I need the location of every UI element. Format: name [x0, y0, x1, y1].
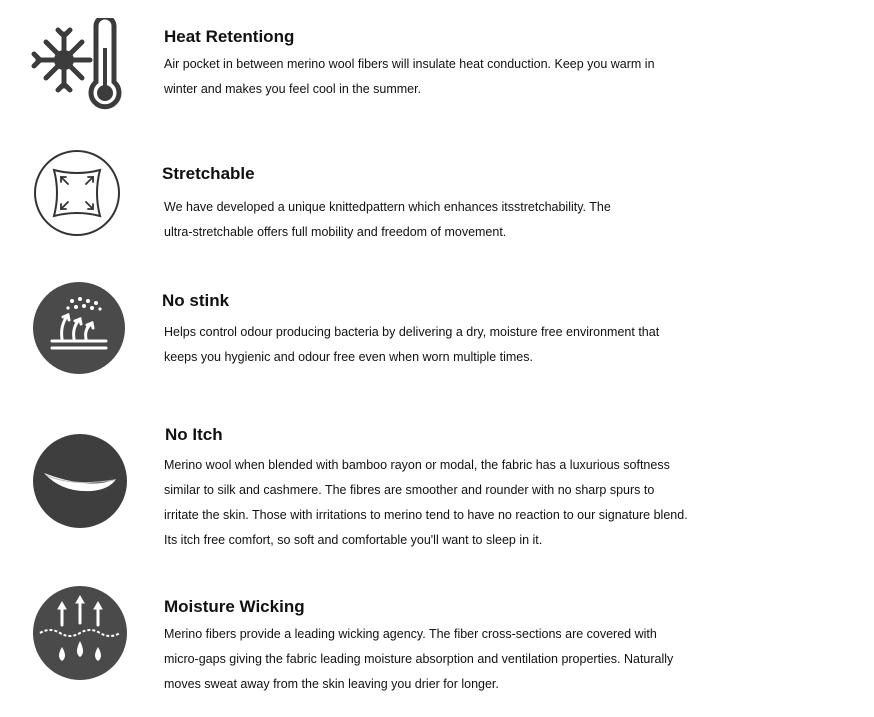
description-line: Merino fibers provide a leading wicking agency. The fiber cross-sections are covered with — [164, 627, 657, 641]
description-line: micro-gaps giving the fabric leading moisture absorption and ventilation properties. Naturally — [164, 652, 674, 666]
description-line: Merino wool when blended with bamboo rayon or modal, the fabric has a luxurious softness — [164, 458, 670, 472]
feature-description — [164, 52, 764, 102]
description-line: similar to silk and cashmere. The fibres are smoother and rounder with no sharp spurs to — [164, 483, 655, 497]
description-line: keeps you hygienic and odour free even when worn multiple times. — [164, 350, 533, 364]
description-line: Air pocket in between merino wool fibers will insulate heat conduction. Keep you warm in — [164, 57, 655, 71]
feature-description — [164, 622, 764, 697]
feature-description — [164, 453, 764, 553]
feature-title: Moisture Wicking — [164, 597, 305, 616]
description-line: moves sweat away from the skin leaving you drier for longer. — [164, 677, 499, 691]
description-line: irritate the skin. Those with irritations to merino tend to have no reaction to our signature blend. — [164, 508, 688, 522]
feature-title: Heat Retentiong — [164, 27, 295, 46]
feature-description — [164, 320, 764, 370]
description-line: We have developed a unique knittedpattern which enhances itsstretchability. The — [164, 200, 611, 214]
stretch-arrows-icon — [32, 148, 122, 238]
feature-title: No Itch — [165, 425, 223, 444]
description-line: Its itch free comfort, so soft and comfortable you'll want to sleep in it. — [164, 533, 543, 547]
feather-icon — [32, 433, 128, 529]
feature-title: Stretchable — [162, 164, 255, 183]
snowflake-thermometer-icon — [30, 18, 122, 114]
anti-odour-fabric-icon — [32, 281, 126, 375]
description-line: Helps control odour producing bacteria by delivering a dry, moisture free environment that — [164, 325, 660, 339]
moisture-wicking-icon — [32, 585, 128, 681]
feature-title: No stink — [162, 291, 230, 310]
description-line: ultra-stretchable offers full mobility and freedom of movement. — [164, 225, 507, 239]
description-line: winter and makes you feel cool in the summer. — [164, 82, 422, 96]
feature-description — [164, 195, 764, 245]
